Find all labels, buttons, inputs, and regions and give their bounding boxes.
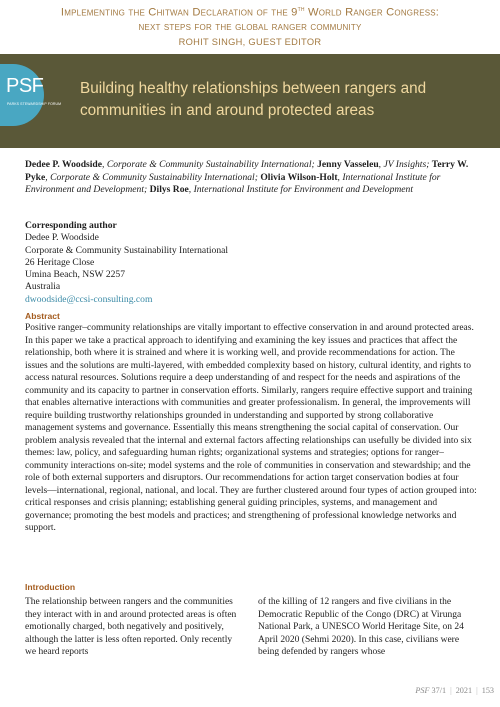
- author-affiliation: , International Institute for Environment and Development: [188, 184, 414, 196]
- footer-year: 2021: [455, 686, 473, 695]
- abstract-heading: Abstract: [25, 311, 60, 321]
- author-name: Dedee P. Woodside: [25, 159, 103, 170]
- page-footer: PSF 37/1 | 2021 | 153: [415, 686, 494, 695]
- footer-journal: PSF: [415, 686, 430, 695]
- author-affiliation: , Corporate & Community Sustainability International;: [102, 159, 318, 170]
- corresponding-author-name: Dedee P. Woodside: [25, 232, 99, 244]
- footer-issue: 37/1: [431, 686, 447, 695]
- author-name: Dilys Roe: [149, 184, 189, 196]
- address-line: 26 Heritage Close: [25, 256, 95, 268]
- introduction-heading: Introduction: [25, 582, 76, 592]
- corresponding-author-block: [25, 220, 477, 306]
- address-line: Umina Beach, NSW 2257: [25, 269, 126, 281]
- author-name: Jenny Vasseleu: [317, 159, 379, 170]
- author-affiliation: , International Institute for Environment and Development;: [25, 171, 441, 196]
- corresponding-author-heading: Corresponding author: [25, 220, 117, 231]
- page-number: 153: [481, 686, 494, 695]
- author-list: [25, 159, 477, 197]
- author-name: Olivia Wilson-Holt: [260, 171, 338, 183]
- author-affiliation: , Corporate & Community Sustainability International;: [45, 171, 261, 183]
- running-header-line1: Implementing the Chitwan Declaration of the 9th World Ranger Congress:: [60, 6, 440, 19]
- guest-editor: ROHIT SINGH, GUEST EDITOR: [178, 36, 322, 47]
- running-header-line2: next steps for the global ranger community: [138, 21, 362, 34]
- running-header: [0, 3, 500, 49]
- corresponding-author-organization: Corporate & Community Sustainability International: [25, 244, 229, 256]
- psf-logo-mark: PSF: [6, 75, 44, 97]
- psf-logo-subtitle: PARKS STEWARDSHIP FORUM: [7, 102, 62, 106]
- email-link[interactable]: dwoodside@ccsi-consulting.com: [25, 293, 153, 305]
- article-title: Building healthy relationships between rangers and communities in and around protected areas: [80, 80, 427, 119]
- author-affiliation: , JV Insights;: [378, 159, 432, 170]
- address-country: Australia: [25, 281, 61, 293]
- introduction-column-2: of the killing of 12 rangers and five civilians in the Democratic Republic of the Congo (DRC) at Virunga National Park, a UNESCO World Heritage Site, on 24 April 2020 (Sehmi 2020). In this case, civilians were being defended by rangers whose: [258, 597, 464, 658]
- introduction-column-1: The relationship between rangers and the communities they interact with in and around protected areas is often emotionally charged, both negatively and positively, although the latter is less often reported. Only recently we heard reports: [25, 597, 237, 658]
- abstract-text: Positive ranger–community relationships are vitally important to effective conservation in and around protected areas. In this paper we take a practical approach to identifying and examining the key issues and practices that affect the relationship, both where it is strained and where it is working well, and provide recommendations for action. The issues and the solutions are multi-layered, with embedded complexity based on history, cultural identity, and rights to access natural resources. Solutions require a deep understanding of and respect for the needs and aspirations of the community and its capacity to partner in conservation efforts. Similarly, rangers require effective support and training that enables alternative interactions with communities and greater professionalism. In general, the improvements will require building trustworthy relationships grounded in understanding and supported by strong collaborative management systems and governance. Essentially this means strengthening the social capital of conservation. Our problem analysis revealed that the internal and external factors affecting relationships can usefully be divided into six themes: law, policy, and safeguarding human rights; organizational systems and strategies; options for ranger–community interactions on-site; model systems and the role of communities in conservation and stewardship; and the role of both external supporters and disruptors. Our recommendations for action target conservation bodies at four levels—international, regional, national, and local. They are further clustered around four types of action grouped into: critical responses and crisis planning; establishing general guiding principles, systems, and management and governance; promoting the best models and practices; and strengthening of professional knowledge networks and support.: [25, 323, 477, 533]
- author-name: Terry W. Pyke: [25, 159, 469, 183]
